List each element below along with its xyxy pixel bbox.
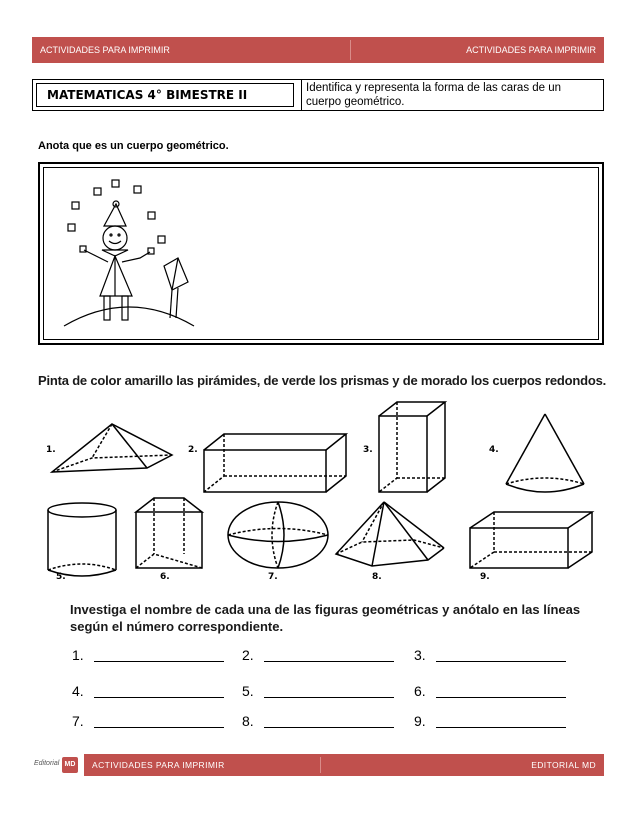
title-table: [32, 79, 604, 111]
shape-number-2: 2.: [188, 445, 198, 455]
answer-line-number: 4.: [72, 683, 84, 699]
header-right-label: ACTIVIDADES PARA IMPRIMIR: [466, 45, 596, 55]
answer-line-5[interactable]: [242, 683, 254, 699]
answer-line-number: 3.: [414, 647, 426, 663]
answer-line-4[interactable]: [72, 683, 84, 699]
shape-number-9: 9.: [480, 572, 490, 582]
footer-right-label: EDITORIAL MD: [531, 760, 596, 770]
footer-divider: [320, 757, 321, 773]
rectangular-prism-icon: [200, 430, 350, 495]
answer-blank[interactable]: [264, 697, 394, 698]
cone-icon: [500, 410, 590, 500]
shape-number-4: 4.: [489, 445, 499, 455]
answer-line-number: 9.: [414, 713, 426, 729]
cylinder-icon: [42, 500, 122, 582]
shape-number-1: 1.: [46, 445, 56, 455]
logo-badge: MD: [62, 757, 78, 773]
shape-number-5: 5.: [56, 572, 66, 582]
ellipsoid-icon: [224, 498, 334, 572]
answer-blank[interactable]: [436, 697, 566, 698]
pentagonal-pyramid-icon: [332, 498, 452, 570]
header-left-label: ACTIVIDADES PARA IMPRIMIR: [40, 45, 170, 55]
logo-text: Editorial: [34, 760, 60, 767]
juggling-clown-illustration: [54, 178, 204, 328]
answer-line-number: 8.: [242, 713, 254, 729]
question-prompt: Anota que es un cuerpo geométrico.: [38, 140, 229, 152]
shape-number-7: 7.: [268, 572, 278, 582]
shape-number-8: 8.: [372, 572, 382, 582]
answer-line-number: 2.: [242, 647, 254, 663]
answer-line-8[interactable]: [242, 713, 254, 729]
answer-line-1[interactable]: [72, 647, 84, 663]
answer-line-2[interactable]: [242, 647, 254, 663]
shape-number-3: 3.: [363, 445, 373, 455]
answer-blank[interactable]: [94, 697, 224, 698]
triangular-prism-icon: [130, 494, 210, 574]
answer-line-number: 7.: [72, 713, 84, 729]
answer-line-number: 5.: [242, 683, 254, 699]
exercise1-instruction: Pinta de color amarillo las pirámides, de verde los prismas y de morado los cuerpos redondos.: [38, 373, 607, 388]
answer-line-number: 1.: [72, 647, 84, 663]
subject-cell: MATEMATICAS 4° BIMESTRE II: [36, 83, 294, 107]
answer-line-7[interactable]: [72, 713, 84, 729]
square-prism-icon: [466, 508, 596, 572]
answer-blank[interactable]: [436, 727, 566, 728]
answer-line-9[interactable]: [414, 713, 426, 729]
answer-line-number: 6.: [414, 683, 426, 699]
answer-blank[interactable]: [94, 661, 224, 662]
header-band: [32, 37, 604, 63]
answer-line-3[interactable]: [414, 647, 426, 663]
cube-prism-icon: [375, 398, 450, 496]
answer-blank[interactable]: [94, 727, 224, 728]
answer-box[interactable]: [38, 162, 604, 345]
header-divider: [350, 40, 351, 60]
shape-number-6: 6.: [160, 572, 170, 582]
editorial-logo: [32, 756, 80, 774]
answer-blank[interactable]: [264, 661, 394, 662]
exercise2-instruction: Investiga el nombre de cada una de las figuras geométricas y anótalo en las líneas según el número correspondiente.: [70, 602, 581, 634]
answer-blank[interactable]: [264, 727, 394, 728]
footer-band: [32, 754, 604, 776]
footer-left-label: ACTIVIDADES PARA IMPRIMIR: [92, 760, 225, 770]
footer-bar: [84, 754, 604, 776]
objective-cell: Identifica y representa la forma de las caras de un cuerpo geométrico.: [301, 80, 603, 110]
answer-blank[interactable]: [436, 661, 566, 662]
answer-line-6[interactable]: [414, 683, 426, 699]
pyramid-icon: [42, 420, 177, 485]
